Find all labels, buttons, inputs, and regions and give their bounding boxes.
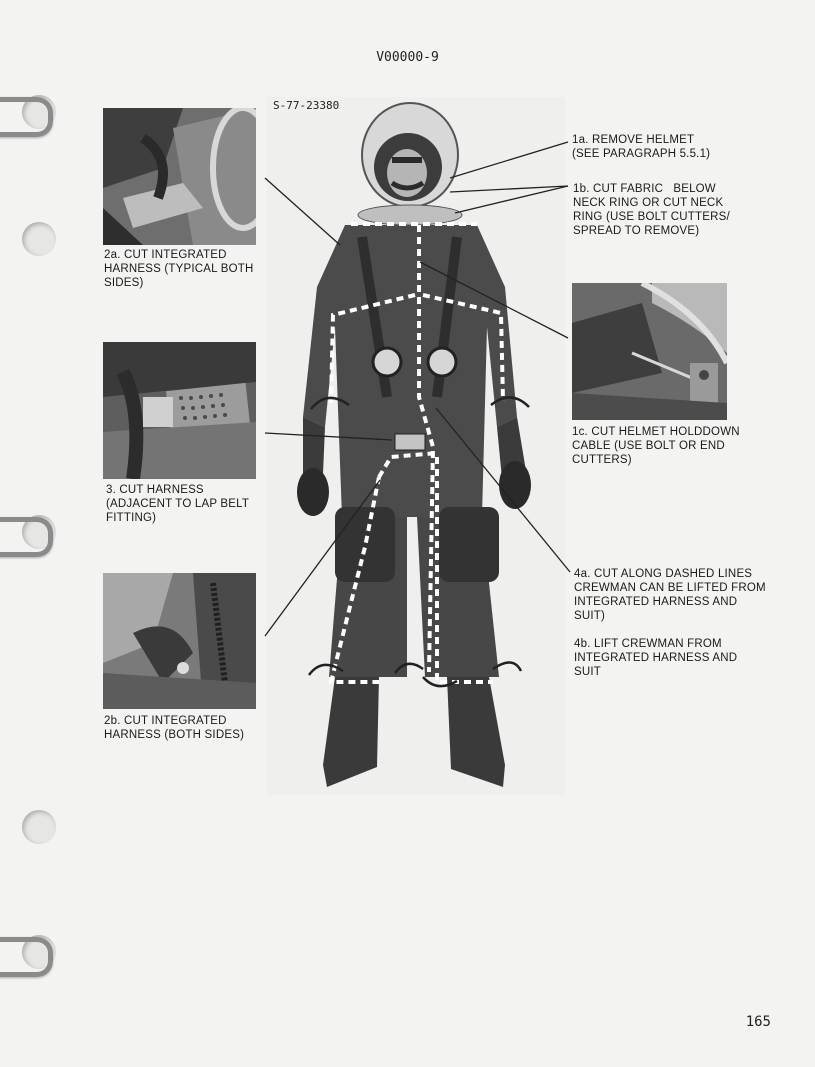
photo-2a-harness-closeup <box>103 108 256 245</box>
caption-2b-line2: HARNESS (BOTH SIDES) <box>104 729 245 741</box>
caption-3-line1: 3. CUT HARNESS <box>106 484 204 496</box>
caption-4a-line1: 4a. CUT ALONG DASHED LINES <box>574 568 753 580</box>
binder-hole-2 <box>22 222 56 256</box>
photo-1c-helmet-holddown <box>572 283 727 420</box>
caption-1a <box>572 133 710 161</box>
document-number: V00000-9 <box>376 50 439 65</box>
caption-4a-line2: CREWMAN CAN BE LIFTED FROM <box>574 582 766 594</box>
caption-1b-line1: 1b. CUT FABRIC BELOW <box>573 183 716 195</box>
caption-1b <box>573 182 730 238</box>
page-number: 165 <box>745 1014 771 1030</box>
caption-1c-line3: CUTTERS) <box>572 454 632 466</box>
caption-1c <box>572 425 740 467</box>
binder-ring-2 <box>0 517 53 557</box>
binder-ring-3 <box>0 937 53 977</box>
caption-2b-line1: 2b. CUT INTEGRATED <box>104 715 227 727</box>
caption-4b-line1: 4b. LIFT CREWMAN FROM <box>574 638 722 650</box>
caption-4b-line2: INTEGRATED HARNESS AND <box>574 652 738 664</box>
caption-2a <box>104 248 253 290</box>
caption-1c-line2: CABLE (USE BOLT OR END <box>572 440 725 452</box>
photo-id-label: S-77-23380 <box>270 98 342 113</box>
caption-1c-line1: 1c. CUT HELMET HOLDDOWN <box>572 426 740 438</box>
caption-2a-line1: 2a. CUT INTEGRATED <box>104 249 227 261</box>
photo-2b-harness <box>103 573 256 709</box>
caption-4a-line3: INTEGRATED HARNESS AND <box>574 596 738 608</box>
caption-1b-line4: SPREAD TO REMOVE) <box>573 225 700 237</box>
caption-3-line2: (ADJACENT TO LAP BELT <box>106 498 250 510</box>
caption-1a-line2: (SEE PARAGRAPH 5.5.1) <box>572 148 711 160</box>
caption-3-line3: FITTING) <box>106 512 157 524</box>
caption-3 <box>106 483 249 525</box>
caption-4b-line3: SUIT <box>574 666 601 678</box>
caption-4a-line4: SUIT) <box>574 610 606 622</box>
photo-3-lap-belt <box>103 342 256 479</box>
main-photo-crewman-pressure-suit <box>267 97 565 795</box>
binder-ring-1 <box>0 97 53 137</box>
caption-4a <box>574 567 766 623</box>
caption-2b <box>104 714 244 742</box>
caption-1b-line2: NECK RING OR CUT NECK <box>573 197 724 209</box>
caption-2a-line2: HARNESS (TYPICAL BOTH <box>104 263 254 275</box>
binder-hole-4 <box>22 810 56 844</box>
caption-2a-line3: SIDES) <box>104 277 144 289</box>
caption-1a-line1: 1a. REMOVE HELMET <box>572 134 695 146</box>
caption-1b-line3: RING (USE BOLT CUTTERS/ <box>573 211 730 223</box>
caption-4b <box>574 637 737 679</box>
